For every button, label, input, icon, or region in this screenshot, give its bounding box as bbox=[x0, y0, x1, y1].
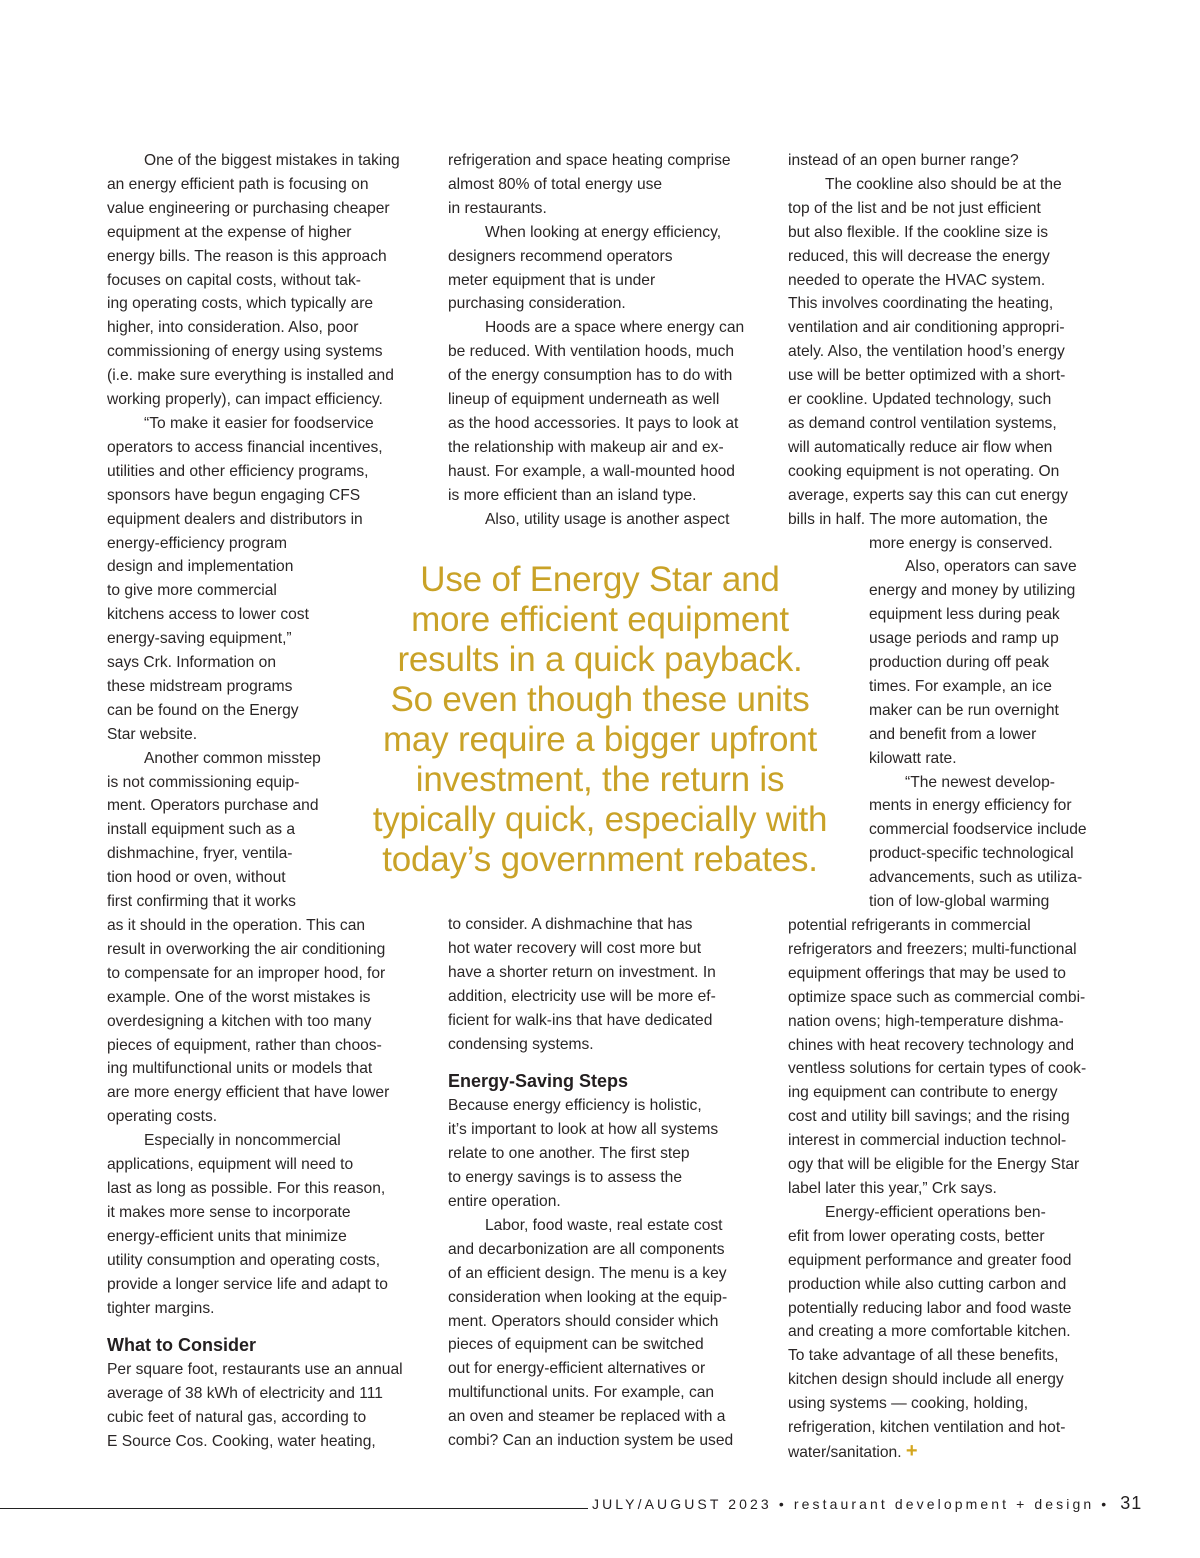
text-line: optimize space such as commercial combi- bbox=[788, 988, 1086, 1006]
text-line: kilowatt rate. bbox=[869, 749, 957, 767]
text-line: tighter margins. bbox=[107, 1299, 215, 1317]
paragraph-3 bbox=[788, 555, 1098, 770]
text-line: average of 38 kWh of electricity and 111 bbox=[107, 1385, 383, 1403]
text-line: entire operation. bbox=[448, 1192, 561, 1210]
text-line: purchasing consideration. bbox=[448, 295, 626, 313]
text-line: condensing systems. bbox=[448, 1035, 594, 1053]
text-line: nation ovens; high-temperature dishma- bbox=[788, 1012, 1064, 1030]
paragraph-1 bbox=[788, 149, 1098, 173]
text-line: the relationship with makeup air and ex- bbox=[448, 438, 724, 456]
text-line: example. One of the worst mistakes is bbox=[107, 988, 371, 1006]
text-line: kitchen design should include all energy bbox=[788, 1371, 1064, 1389]
paragraph-1 bbox=[107, 149, 412, 412]
text-line: using systems — cooking, holding, bbox=[788, 1395, 1029, 1413]
text-line: When looking at energy efficiency, bbox=[485, 223, 722, 241]
text-line: energy-efficient units that minimize bbox=[107, 1227, 347, 1245]
text-line: lineup of equipment underneath as well bbox=[448, 391, 720, 409]
text-line: ficient for walk-ins that have dedicated bbox=[448, 1011, 713, 1029]
text-line: The cookline also should be at the bbox=[825, 175, 1062, 193]
paragraph-2-continued bbox=[788, 532, 1098, 556]
text-line: to compensate for an improper hood, for bbox=[107, 964, 386, 982]
text-line: dishmachine, fryer, ventila- bbox=[107, 845, 293, 863]
text-line: bills in half. The more automation, the bbox=[788, 510, 1048, 528]
pull-quote-line: typically quick, especially with bbox=[372, 800, 828, 839]
paragraph-2 bbox=[788, 173, 1098, 532]
text-line: use will be better optimized with a short- bbox=[788, 367, 1066, 385]
text-line: Labor, food waste, real estate cost bbox=[485, 1216, 723, 1234]
text-line: last as long as possible. For this reason, bbox=[107, 1179, 386, 1197]
text-line: Star website. bbox=[107, 725, 198, 743]
paragraph-5 bbox=[448, 1094, 753, 1214]
text-line: value engineering or purchasing cheaper bbox=[107, 199, 390, 217]
text-line: it’s important to look at how all systems bbox=[448, 1121, 719, 1139]
text-line: almost 80% of total energy use bbox=[448, 175, 663, 193]
text-line: operators to access financial incentives, bbox=[107, 438, 383, 456]
text-line: to consider. A dishmachine that has bbox=[448, 916, 693, 933]
text-line: as the hood accessories. It pays to look at bbox=[448, 414, 739, 432]
text-line: potentially reducing labor and food waste bbox=[788, 1299, 1072, 1317]
text-line: energy-saving equipment,” bbox=[107, 630, 292, 648]
text-line: ing operating costs, which typically are bbox=[107, 295, 374, 313]
text-line: production during off peak bbox=[869, 654, 1050, 672]
text-line: production while also cutting carbon and bbox=[788, 1275, 1067, 1293]
column-3 bbox=[788, 149, 1098, 1465]
text-line: as demand control ventilation systems, bbox=[788, 414, 1057, 432]
text-line: One of the biggest mistakes in taking bbox=[144, 152, 400, 169]
text-line: cooking equipment is not operating. On bbox=[788, 462, 1060, 480]
column-2-top bbox=[448, 149, 753, 532]
text-line: needed to operate the HVAC system. bbox=[788, 271, 1046, 289]
text-line: working properly), can impact efficiency. bbox=[107, 391, 383, 409]
text-line: higher, into consideration. Also, poor bbox=[107, 319, 359, 337]
text-line: kitchens access to lower cost bbox=[107, 606, 309, 624]
text-line: more energy is conserved. bbox=[869, 534, 1053, 552]
text-line: meter equipment that is under bbox=[448, 271, 656, 289]
text-line: equipment offerings that may be used to bbox=[788, 964, 1066, 982]
text-line: This involves coordinating the heating, bbox=[788, 295, 1054, 313]
text-line: Because energy efficiency is holistic, bbox=[448, 1097, 702, 1115]
text-line: interest in commercial induction technol- bbox=[788, 1132, 1067, 1150]
page-number: 31 bbox=[1120, 1493, 1143, 1513]
text-line: advancements, such as utiliza- bbox=[869, 869, 1083, 887]
text-line: will automatically reduce air flow when bbox=[788, 438, 1053, 456]
text-line: be reduced. With ventilation hoods, much bbox=[448, 343, 735, 361]
paragraph-1 bbox=[448, 149, 753, 221]
text-line: as it should in the operation. This can bbox=[107, 917, 366, 934]
text-line: to energy savings is to assess the bbox=[448, 1169, 683, 1187]
section-heading-what-to-consider: What to Consider bbox=[107, 1335, 256, 1356]
text-line: er cookline. Updated technology, such bbox=[788, 391, 1052, 409]
text-line: Also, operators can save bbox=[905, 558, 1077, 576]
text-line: but also flexible. If the cookline size is bbox=[788, 223, 1049, 241]
text-line: ventless solutions for certain types of cook- bbox=[788, 1060, 1087, 1078]
pull-quote-line: investment, the return is bbox=[415, 760, 785, 799]
text-line: top of the list and be not just efficient bbox=[788, 199, 1041, 217]
paragraph-3 bbox=[448, 316, 753, 507]
text-line: is not commissioning equip- bbox=[107, 773, 300, 791]
text-line: “The newest develop- bbox=[905, 773, 1055, 791]
text-line: applications, equipment will need to bbox=[107, 1156, 354, 1174]
text-line: in restaurants. bbox=[448, 199, 547, 217]
text-line: install equipment such as a bbox=[107, 821, 296, 839]
text-line: have a shorter return on investment. In bbox=[448, 963, 716, 981]
text-line: hot water recovery will cost more but bbox=[448, 939, 702, 957]
text-line: ment. Operators should consider which bbox=[448, 1312, 719, 1330]
text-line: design and implementation bbox=[107, 558, 294, 576]
text-line: ately. Also, the ventilation hood’s energy bbox=[788, 343, 1065, 361]
text-line: maker can be run overnight bbox=[869, 701, 1059, 719]
text-line: pieces of equipment, rather than choos- bbox=[107, 1036, 382, 1054]
text-line: equipment at the expense of higher bbox=[107, 223, 352, 241]
text-line: Per square foot, restaurants use an annual bbox=[107, 1361, 403, 1379]
text-line: times. For example, an ice bbox=[869, 677, 1052, 695]
issue-date: JULY/AUGUST 2023 bbox=[592, 1496, 772, 1512]
text-line: of the energy consumption has to do with bbox=[448, 367, 733, 385]
paragraph-6 bbox=[448, 1214, 753, 1453]
text-line: label later this year,” Crk says. bbox=[788, 1179, 997, 1197]
text-line: “To make it easier for foodservice bbox=[144, 414, 374, 432]
text-line: utility consumption and operating costs, bbox=[107, 1251, 381, 1269]
paragraph-5 bbox=[107, 1358, 412, 1454]
pull-quote-line: may require a bigger upfront bbox=[382, 720, 818, 759]
text-line: addition, electricity use will be more ef- bbox=[448, 987, 716, 1005]
separator-bullet: • bbox=[1101, 1496, 1110, 1512]
text-line: commercial foodservice include bbox=[869, 821, 1087, 839]
text-line: To take advantage of all these benefits, bbox=[788, 1347, 1059, 1365]
text-line: cost and utility bill savings; and the rising bbox=[788, 1108, 1070, 1126]
text-line: of an efficient design. The menu is a key bbox=[448, 1264, 727, 1282]
pull-quote-line: Use of Energy Star and bbox=[420, 560, 780, 599]
text-line: sponsors have begun engaging CFS bbox=[107, 486, 361, 504]
text-line: ventilation and air conditioning appropri- bbox=[788, 319, 1065, 337]
text-line: cubic feet of natural gas, according to bbox=[107, 1409, 367, 1427]
text-line: consideration when looking at the equip- bbox=[448, 1288, 728, 1306]
text-line: (i.e. make sure everything is installed and bbox=[107, 367, 394, 385]
text-line: Also, utility usage is another aspect bbox=[485, 510, 730, 528]
pull-quote-line: today’s government rebates. bbox=[382, 840, 818, 879]
pull-quote-line: results in a quick payback. bbox=[397, 640, 803, 679]
text-line: combi? Can an induction system be used bbox=[448, 1432, 734, 1450]
text-line: relate to one another. The first step bbox=[448, 1145, 690, 1163]
text-line: Especially in noncommercial bbox=[144, 1132, 341, 1150]
text-line: and decarbonization are all components bbox=[448, 1240, 725, 1258]
text-line: energy bills. The reason is this approach bbox=[107, 247, 387, 265]
text-line: chines with heat recovery technology and bbox=[788, 1036, 1075, 1054]
text-line: and benefit from a lower bbox=[869, 725, 1037, 743]
text-line: provide a longer service life and adapt to bbox=[107, 1275, 388, 1293]
text-line: equipment less during peak bbox=[869, 606, 1060, 624]
text-line: refrigerators and freezers; multi-functional bbox=[788, 940, 1077, 958]
text-line: E Source Cos. Cooking, water heating, bbox=[107, 1433, 376, 1451]
text-line: haust. For example, a wall-mounted hood bbox=[448, 462, 735, 480]
text-line: tion of low-global warming bbox=[869, 893, 1050, 911]
text-line: refrigeration, kitchen ventilation and hot- bbox=[788, 1419, 1066, 1437]
text-line: and creating a more comfortable kitchen. bbox=[788, 1323, 1071, 1341]
text-line: Energy-efficient operations ben- bbox=[825, 1203, 1046, 1221]
text-line: multifunctional units. For example, can bbox=[448, 1384, 715, 1402]
text-line: instead of an open burner range? bbox=[788, 152, 1019, 169]
text-line: can be found on the Energy bbox=[107, 701, 299, 719]
text-line: average, experts say this can cut energy bbox=[788, 486, 1068, 504]
text-line: Another common misstep bbox=[144, 749, 321, 767]
text-line: refrigeration and space heating comprise bbox=[448, 152, 731, 169]
paragraph-4 bbox=[448, 508, 753, 532]
text-line: efit from lower operating costs, better bbox=[788, 1227, 1045, 1245]
paragraph-4 bbox=[788, 771, 1098, 914]
column-2-bottom bbox=[448, 913, 753, 1453]
publication-name: restaurant development + design bbox=[793, 1496, 1095, 1512]
end-mark-icon: + bbox=[905, 1439, 918, 1462]
text-line: result in overworking the air conditioning bbox=[107, 940, 386, 958]
text-line: product-specific technological bbox=[869, 845, 1074, 863]
text-line: these midstream programs bbox=[107, 677, 293, 695]
text-line: ogy that will be eligible for the Energy Star bbox=[788, 1156, 1080, 1174]
text-line: ing multifunctional units or models that bbox=[107, 1060, 373, 1078]
text-line: water/sanitation. + bbox=[788, 1439, 918, 1462]
folio bbox=[592, 1493, 1142, 1514]
text-line: overdesigning a kitchen with too many bbox=[107, 1012, 372, 1030]
text-line: equipment dealers and distributors in bbox=[107, 510, 363, 528]
text-line: ments in energy efficiency for bbox=[869, 797, 1072, 815]
pull-quote-line: more efficient equipment bbox=[411, 600, 789, 639]
text-line: first confirming that it works bbox=[107, 893, 296, 911]
text-line: is more efficient than an island type. bbox=[448, 486, 697, 504]
paragraph-4-continued bbox=[448, 913, 753, 1056]
paragraph-5 bbox=[788, 1201, 1098, 1465]
text-line: operating costs. bbox=[107, 1108, 218, 1126]
text-line: equipment performance and greater food bbox=[788, 1251, 1072, 1269]
text-line: to give more commercial bbox=[107, 582, 277, 600]
text-line: an oven and steamer be replaced with a bbox=[448, 1408, 726, 1426]
text-line: reduced, this will decrease the energy bbox=[788, 247, 1050, 265]
text-line: it makes more sense to incorporate bbox=[107, 1203, 351, 1221]
text-line: energy-efficiency program bbox=[107, 534, 287, 552]
text-line: designers recommend operators bbox=[448, 247, 673, 265]
text-line: pieces of equipment can be switched bbox=[448, 1336, 704, 1354]
section-heading-energy-saving-steps: Energy-Saving Steps bbox=[448, 1071, 629, 1092]
separator-bullet: • bbox=[778, 1496, 787, 1512]
text-line: are more energy efficient that have lower bbox=[107, 1084, 390, 1102]
text-line: tion hood or oven, without bbox=[107, 869, 286, 887]
text-line: utilities and other efficiency programs, bbox=[107, 462, 369, 480]
footer-rule bbox=[0, 1508, 588, 1509]
text-line: an energy efficient path is focusing on bbox=[107, 175, 369, 193]
paragraph-2 bbox=[448, 221, 753, 317]
text-line: potential refrigerants in commercial bbox=[788, 917, 1031, 934]
text-line: ing equipment can contribute to energy bbox=[788, 1084, 1058, 1102]
paragraph-4 bbox=[107, 1129, 412, 1320]
text-line: energy and money by utilizing bbox=[869, 582, 1076, 600]
text-line: usage periods and ramp up bbox=[869, 630, 1059, 648]
paragraph-4-continued bbox=[788, 914, 1098, 1201]
text-line: ment. Operators purchase and bbox=[107, 797, 319, 815]
pull-quote-line: So even though these units bbox=[390, 680, 810, 719]
text-line: commissioning of energy using systems bbox=[107, 343, 383, 361]
text-line: out for energy-efficient alternatives or bbox=[448, 1360, 706, 1378]
text-line: focuses on capital costs, without tak- bbox=[107, 271, 361, 289]
pull-quote bbox=[362, 560, 838, 880]
text-line: Hoods are a space where energy can bbox=[485, 319, 745, 337]
text-line: says Crk. Information on bbox=[107, 654, 276, 672]
